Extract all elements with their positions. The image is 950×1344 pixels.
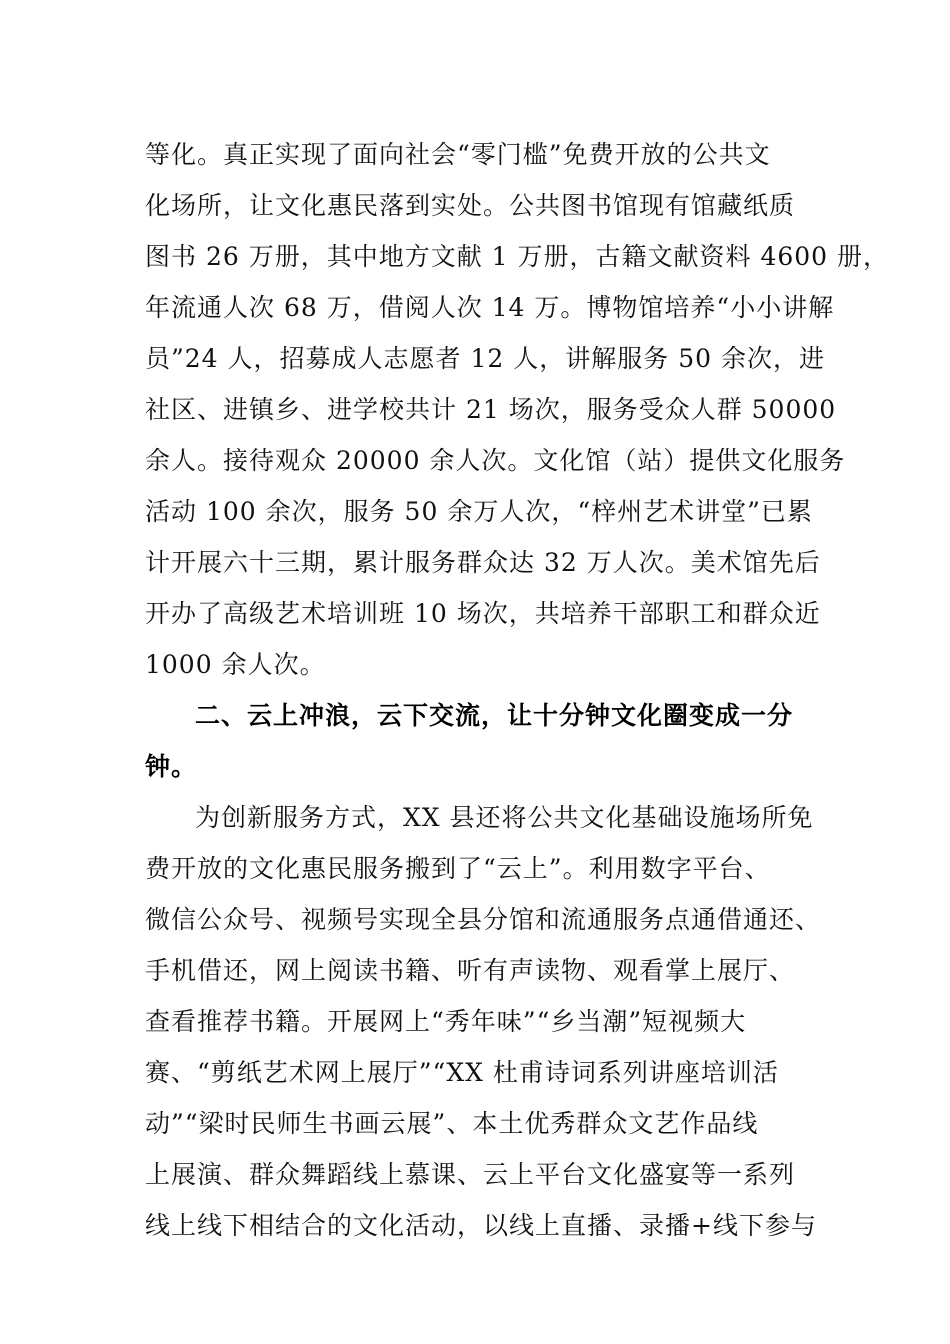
paragraph-2-line-6: 赛、“剪纸艺术网上展厅”“XX 杜甫诗词系列讲座培训活 [145, 1058, 779, 1087]
paragraph-2-line-8: 上展演、群众舞蹈线上慕课、云上平台文化盛宴等一系列 [145, 1160, 796, 1189]
paragraph-1-line-10: 开办了高级艺术培训班 10 场次，共培养干部职工和群众近 [145, 599, 821, 628]
paragraph-2-line-3: 微信公众号、视频号实现全县分馆和流通服务点通借通还、 [145, 905, 822, 934]
paragraph-1-line-4: 年流通人次 68 万，借阅人次 14 万。博物馆培养“小小讲解 [145, 293, 835, 322]
paragraph-1-line-5: 员”24 人，招募成人志愿者 12 人，讲解服务 50 余次，进 [145, 344, 825, 373]
paragraph-1-line-9: 计开展六十三期，累计服务群众达 32 万人次。美术馆先后 [145, 548, 821, 577]
paragraph-2-line-1: 为创新服务方式，XX 县还将公共文化基础设施场所免 [195, 803, 814, 832]
paragraph-1-line-11: 1000 余人次。 [145, 650, 326, 679]
paragraph-2-line-5: 查看推荐书籍。开展网上“秀年味”“乡当潮”短视频大 [145, 1007, 747, 1036]
paragraph-1-line-2: 化场所，让文化惠民落到实处。公共图书馆现有馆藏纸质 [145, 191, 796, 220]
paragraph-2-line-7: 动”“梁时民师生书画云展”、本土优秀群众文艺作品线 [145, 1109, 759, 1138]
paragraph-2-line-9: 线上线下相结合的文化活动，以线上直播、录播+线下参与 [145, 1211, 817, 1240]
section-heading-line-2: 钟。 [145, 752, 198, 781]
paragraph-1-line-1: 等化。真正实现了面向社会“零门槛”免费开放的公共文 [145, 140, 771, 169]
section-heading-line-1: 二、云上冲浪，云下交流，让十分钟文化圈变成一分 [195, 701, 794, 730]
paragraph-1-line-6: 社区、进镇乡、进学校共计 21 场次，服务受众人群 50000 [145, 395, 837, 424]
paragraph-1-line-8: 活动 100 余次，服务 50 余万人次，“梓州艺术讲堂”已累 [145, 497, 813, 526]
paragraph-2-line-4: 手机借还，网上阅读书籍、听有声读物、观看掌上展厅、 [145, 956, 796, 985]
paragraph-1-line-3: 图书 26 万册，其中地方文献 1 万册，古籍文献资料 4600 册， [145, 242, 890, 271]
paragraph-1-line-7: 余人。接待观众 20000 余人次。文化馆（站）提供文化服务 [145, 446, 846, 475]
paragraph-2-line-2: 费开放的文化惠民服务搬到了“云上”。利用数字平台、 [145, 854, 771, 883]
